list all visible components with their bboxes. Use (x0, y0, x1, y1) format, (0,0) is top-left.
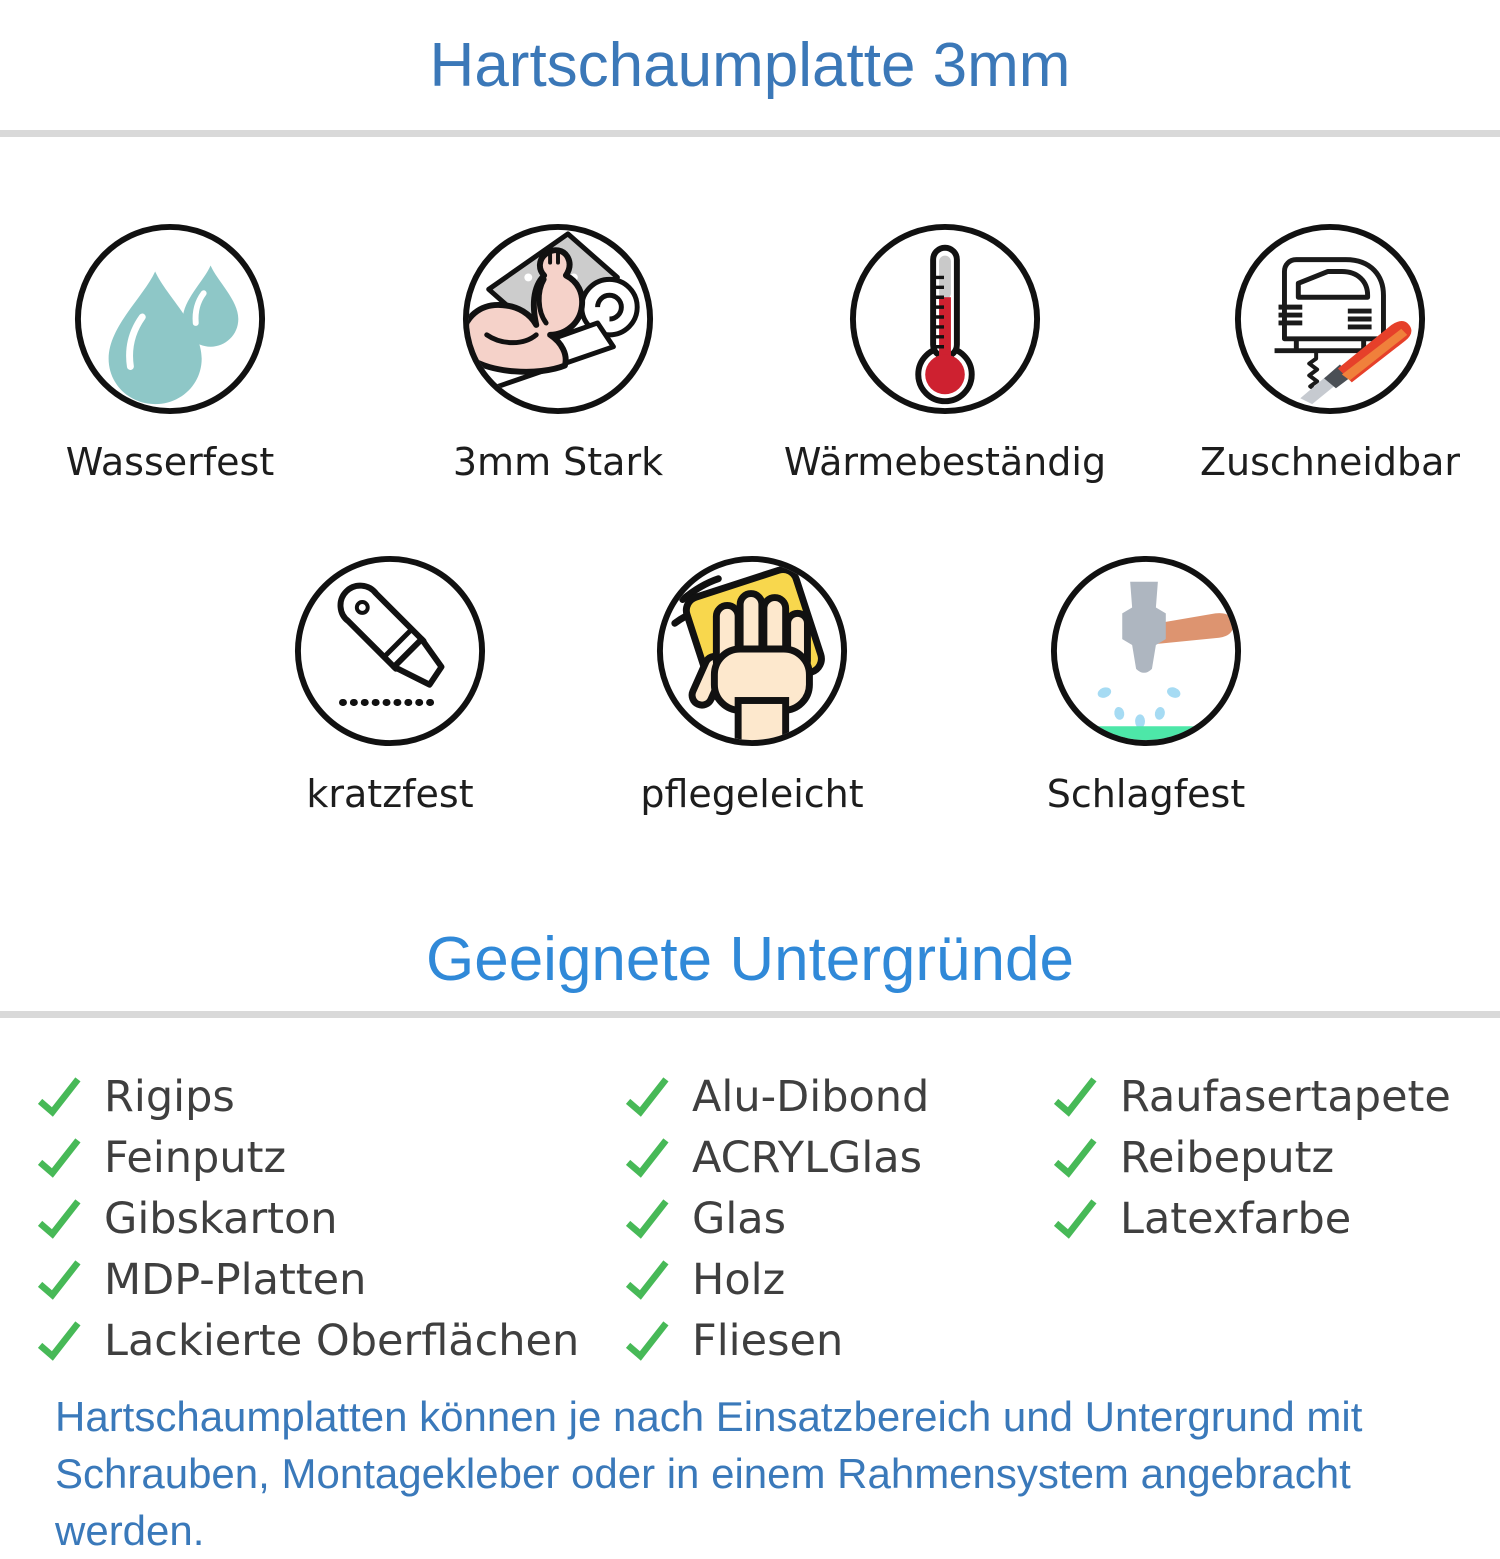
muscle-arm-roll-icon (459, 220, 657, 418)
list-item-label: Gibskarton (104, 1194, 338, 1244)
footer-note (55, 1388, 1500, 1559)
check-icon (32, 1197, 86, 1241)
check-icon (32, 1075, 86, 1119)
list-item-label: Alu-Dibond (692, 1072, 930, 1122)
check-icon (32, 1258, 86, 1302)
list-item (620, 1194, 929, 1244)
check-icon (620, 1136, 674, 1180)
section-title: Geeignete Untergründe (425, 925, 1074, 994)
divider-top (0, 130, 1500, 137)
feature-schlagfest (996, 552, 1296, 816)
list-item-label: Reibeputz (1120, 1133, 1335, 1183)
list-item-label: Glas (692, 1194, 787, 1244)
list-item (1048, 1072, 1451, 1122)
divider-mid (0, 1011, 1500, 1018)
thermometer-icon (846, 220, 1044, 418)
list-item-label: Feinputz (104, 1133, 287, 1183)
list-item (1048, 1133, 1451, 1183)
list-item-label: Latexfarbe (1120, 1194, 1352, 1244)
check-icon (1048, 1197, 1102, 1241)
feature-kratzfest (240, 552, 540, 816)
feature-label: Zuschneidbar (1199, 440, 1461, 484)
list-item (32, 1072, 579, 1122)
check-icon (620, 1075, 674, 1119)
hammer-icon (1047, 552, 1245, 750)
feature-3mm-stark (408, 220, 708, 484)
water-drops-icon (71, 220, 269, 418)
feature-wasserfest (20, 220, 320, 484)
list-item (620, 1255, 929, 1305)
list-item-label: Lackierte Oberflächen (104, 1316, 580, 1366)
list-item-label: Holz (692, 1255, 786, 1305)
hand-cloth-icon (653, 552, 851, 750)
feature-label: pflegeleicht (640, 772, 864, 816)
list-item (32, 1194, 579, 1244)
list-item (32, 1316, 579, 1366)
check-icon (620, 1258, 674, 1302)
jigsaw-knife-icon (1231, 220, 1429, 418)
feature-label: Schlagfest (1046, 772, 1246, 816)
check-icon (620, 1319, 674, 1363)
list-item (620, 1316, 929, 1366)
feature-label: Wärmebeständig (783, 440, 1107, 484)
check-icon (1048, 1136, 1102, 1180)
check-icon (620, 1197, 674, 1241)
substrate-column-1 (32, 1072, 579, 1366)
list-item-label: ACRYLGlas (692, 1133, 923, 1183)
list-item-label: Fliesen (692, 1316, 844, 1366)
feature-label: 3mm Stark (452, 440, 664, 484)
feature-waermebestaendig (783, 220, 1107, 484)
feature-pflegeleicht (602, 552, 902, 816)
substrate-column-3 (1048, 1072, 1451, 1244)
list-item (32, 1133, 579, 1183)
utility-knife-icon (291, 552, 489, 750)
list-item-label: Rigips (104, 1072, 235, 1122)
feature-label: Wasserfest (65, 440, 275, 484)
list-item-label: Raufasertapete (1120, 1072, 1451, 1122)
list-item (32, 1255, 579, 1305)
substrate-column-2 (620, 1072, 929, 1366)
footer-line-2: Schrauben, Montagekleber oder in einem Rahmensystem angebracht werden. (55, 1450, 1351, 1554)
check-icon (32, 1319, 86, 1363)
feature-zuschneidbar (1180, 220, 1480, 484)
check-icon (1048, 1075, 1102, 1119)
list-item (620, 1133, 929, 1183)
check-icon (32, 1136, 86, 1180)
feature-label: kratzfest (306, 772, 474, 816)
list-item (620, 1072, 929, 1122)
page-title: Hartschaumplatte 3mm (429, 31, 1071, 100)
list-item (1048, 1194, 1451, 1244)
list-item-label: MDP-Platten (104, 1255, 367, 1305)
footer-line-1: Hartschaumplatten können je nach Einsatzbereich und Untergrund mit (55, 1393, 1363, 1440)
